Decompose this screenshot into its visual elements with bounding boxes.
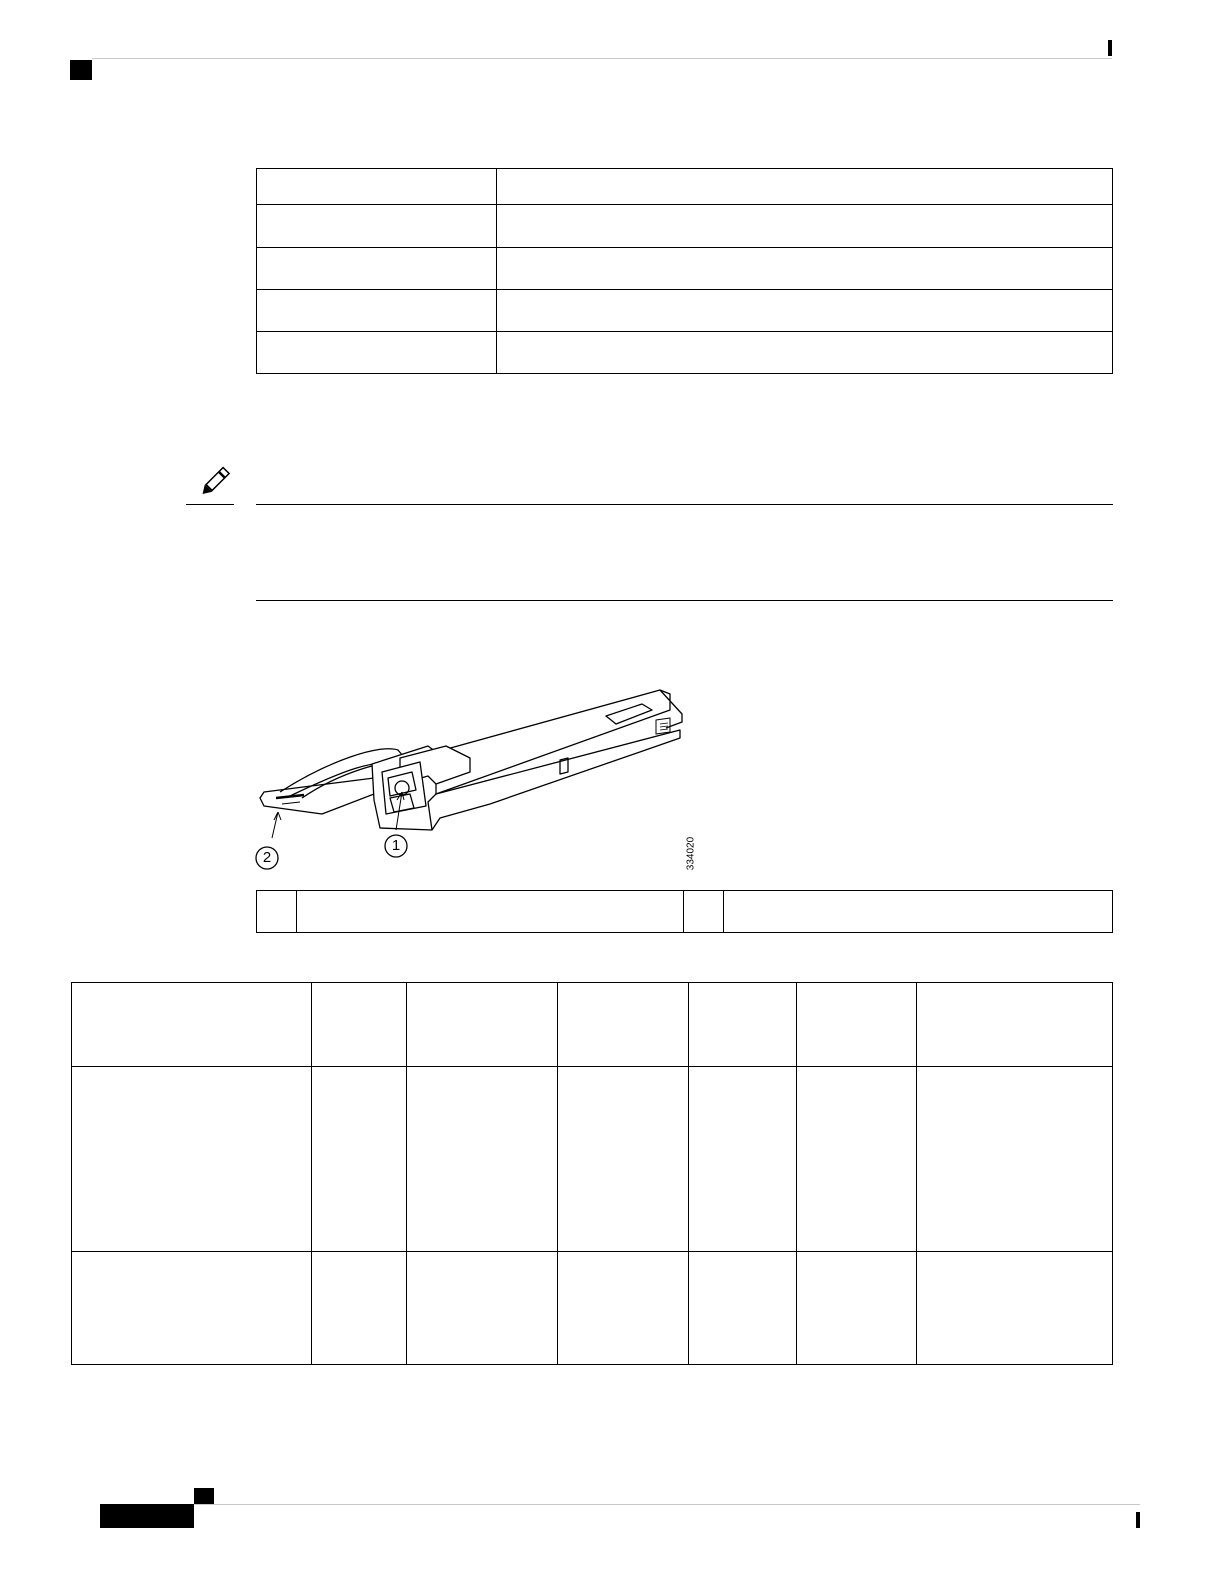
note-top-rule	[256, 504, 1113, 505]
large-spec-table	[71, 982, 1113, 1365]
transceiver-figure	[250, 680, 710, 880]
table-row	[72, 1252, 1113, 1365]
header-left-marker	[70, 60, 92, 80]
footer-small-marker	[194, 1488, 214, 1504]
figure-id: 334020	[685, 836, 697, 871]
table-row	[257, 891, 1113, 933]
note-bottom-rule	[256, 600, 1113, 601]
note-icon-underline	[186, 504, 234, 505]
table-row	[257, 290, 1113, 332]
header-right-marker	[1108, 40, 1112, 56]
table-row	[72, 1067, 1113, 1252]
footer-right-marker	[1136, 1512, 1140, 1528]
pencil-note-icon	[196, 466, 236, 502]
table-row	[72, 983, 1113, 1067]
table-row	[257, 205, 1113, 248]
footer-page-tab	[100, 1504, 194, 1528]
header-rule	[92, 58, 1112, 59]
table-row	[257, 248, 1113, 290]
table-row	[257, 169, 1113, 205]
callout-legend-table	[256, 890, 1113, 933]
footer-rule	[194, 1504, 1140, 1505]
table-row	[257, 332, 1113, 374]
callout-1: 1	[391, 837, 401, 854]
spec-table	[256, 168, 1113, 374]
callout-2: 2	[262, 849, 272, 866]
